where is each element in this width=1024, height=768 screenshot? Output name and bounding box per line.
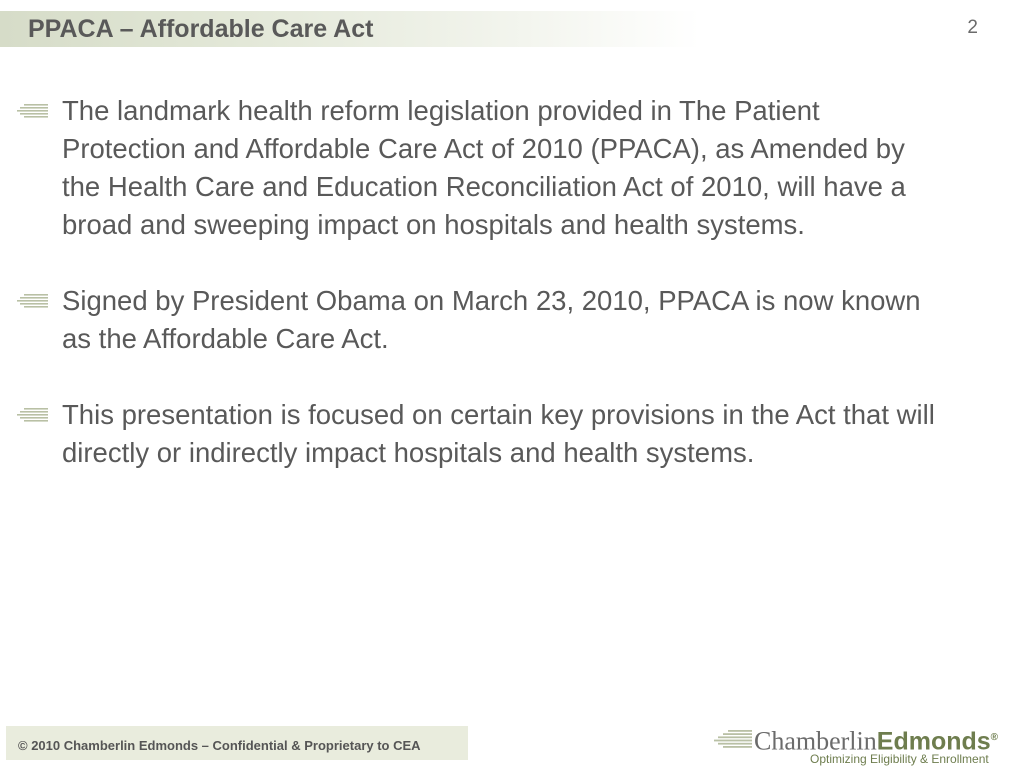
striped-bullet-icon xyxy=(14,408,48,422)
slide-title: PPACA – Affordable Care Act xyxy=(28,15,374,43)
striped-bullet-icon xyxy=(14,104,48,118)
logo-trademark: ® xyxy=(990,732,999,743)
bullet-item xyxy=(14,282,944,358)
company-logo xyxy=(714,722,1020,766)
logo-name-first: Chamberlin xyxy=(754,726,877,756)
bullet-text: This presentation is focused on certain key provisions in the Act that will directly or indirectly impact hospitals and health systems. xyxy=(62,399,935,468)
logo-name-second: Edmonds xyxy=(876,727,991,756)
page-number: 2 xyxy=(967,17,978,38)
striped-lines-icon xyxy=(714,730,752,748)
bullet-item xyxy=(14,396,944,472)
bullet-text: The landmark health reform legislation provided in The Patient Protection and Affordable Care Act of 2010 (PPACA), as Amended by the Health Care and Education Reconciliation Act of 2010, will have a broad and sweeping impact on hospitals and health systems. xyxy=(62,95,906,240)
bullet-item xyxy=(14,92,944,244)
bullet-text: Signed by President Obama on March 23, 2010, PPACA is now known as the Affordable Care Act. xyxy=(62,285,921,354)
footer-copyright: © 2010 Chamberlin Edmonds – Confidential & Proprietary to CEA xyxy=(18,738,421,753)
logo-tagline: Optimizing Eligibility & Enrollment xyxy=(810,752,989,766)
bullet-list xyxy=(14,92,944,510)
striped-bullet-icon xyxy=(14,294,48,308)
